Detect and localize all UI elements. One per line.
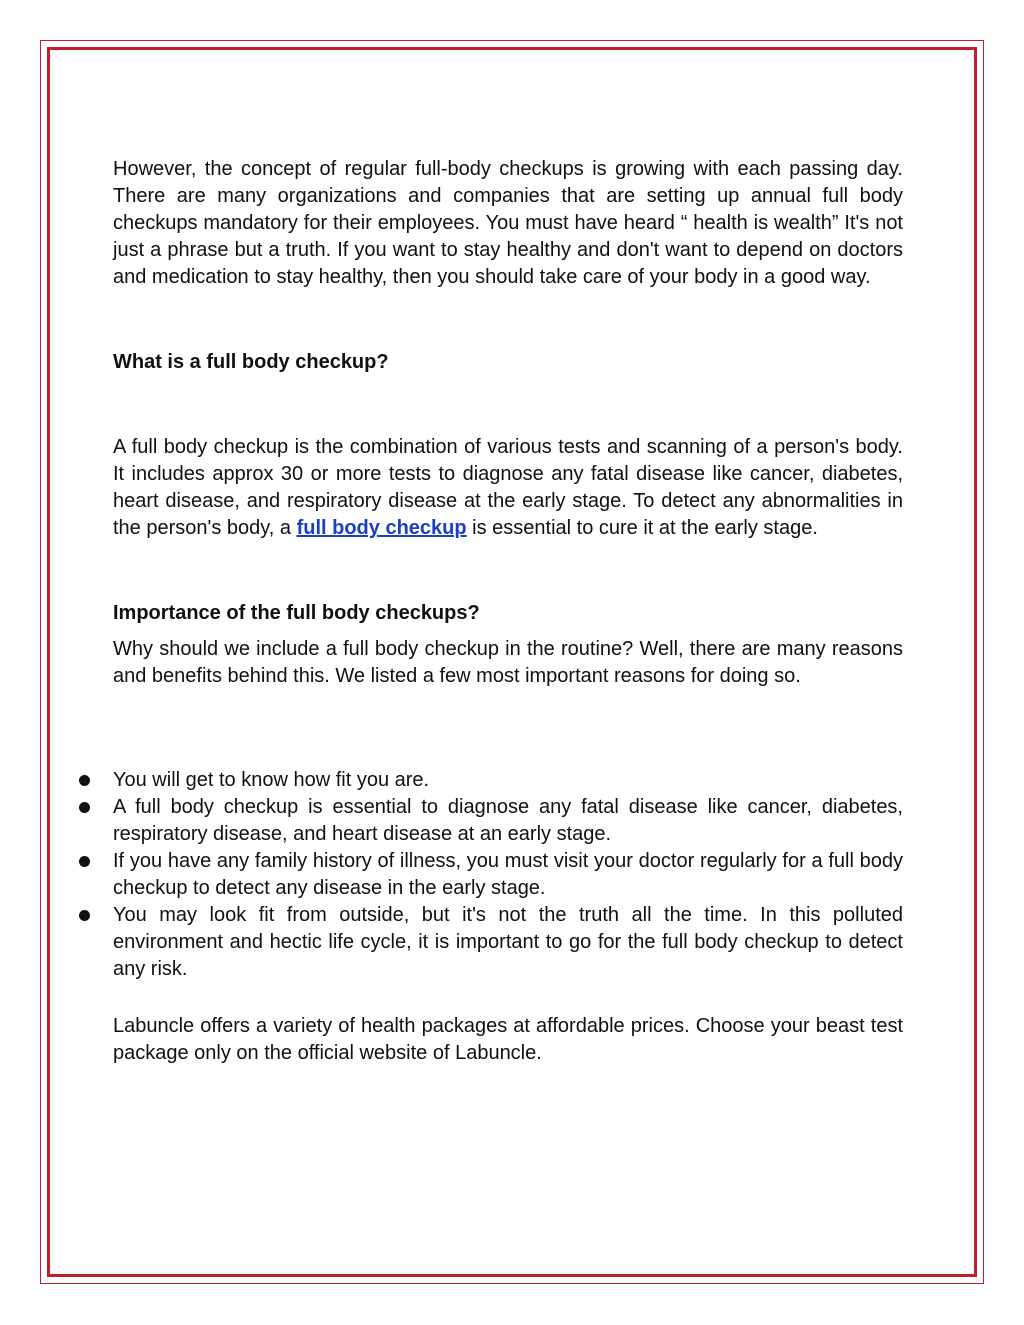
list-item (113, 767, 903, 794)
closing-paragraph: Labuncle offers a variety of health packages at affordable prices. Choose your beast test package only on the official website of Labuncle. (113, 1015, 903, 1064)
list-item (113, 902, 903, 983)
heading-what-is-checkup: What is a full body checkup? (113, 351, 389, 373)
list-item-text: You will get to know how fit you are. (113, 769, 430, 791)
list-item-text: If you have any family history of illness, you must visit your doctor regularly for a full body checkup to detect any disease in the early stage. (113, 850, 903, 899)
list-item (113, 848, 903, 902)
list-item (113, 794, 903, 848)
bullet-icon (79, 856, 90, 867)
definition-text-end: is essential to cure it at the early stage. (466, 517, 818, 539)
list-item-text: You may look fit from outside, but it's not the truth all the time. In this polluted environment and hectic life cycle, it is important to go for the full body checkup to detect any risk. (113, 904, 903, 980)
benefits-list (113, 767, 903, 983)
bullet-icon (79, 910, 90, 921)
importance-paragraph: Why should we include a full body checkup in the routine? Well, there are many reasons and benefits behind this. We listed a few most important reasons for doing so. (113, 638, 903, 687)
list-item-text: A full body checkup is essential to diagnose any fatal disease like cancer, diabetes, respiratory disease, and heart disease at an early stage. (113, 796, 903, 845)
bullet-icon (79, 775, 90, 786)
heading-importance: Importance of the full body checkups? (113, 602, 480, 624)
document-body (113, 156, 903, 1067)
full-body-checkup-link[interactable]: full body checkup (296, 517, 467, 539)
definition-paragraph (113, 434, 903, 542)
intro-paragraph: However, the concept of regular full-body checkups is growing with each passing day. There are many organizations and companies that are setting up annual full body checkups mandatory for their employees. You must have heard “ health is wealth” It's not just a phrase but a truth. If you want to stay healthy and don't want to depend on doctors and medication to stay healthy, then you should take care of your body in a good way. (113, 158, 903, 288)
bullet-icon (79, 802, 90, 813)
definition-text-start: A full body checkup is the combination of various tests and scanning of a person's body. It includes approx 30 or more tests to diagnose any fatal disease like cancer, diabetes, heart disease, and respiratory disease at the early stage. To detect any abnormalities in the person's body, a (113, 436, 903, 539)
